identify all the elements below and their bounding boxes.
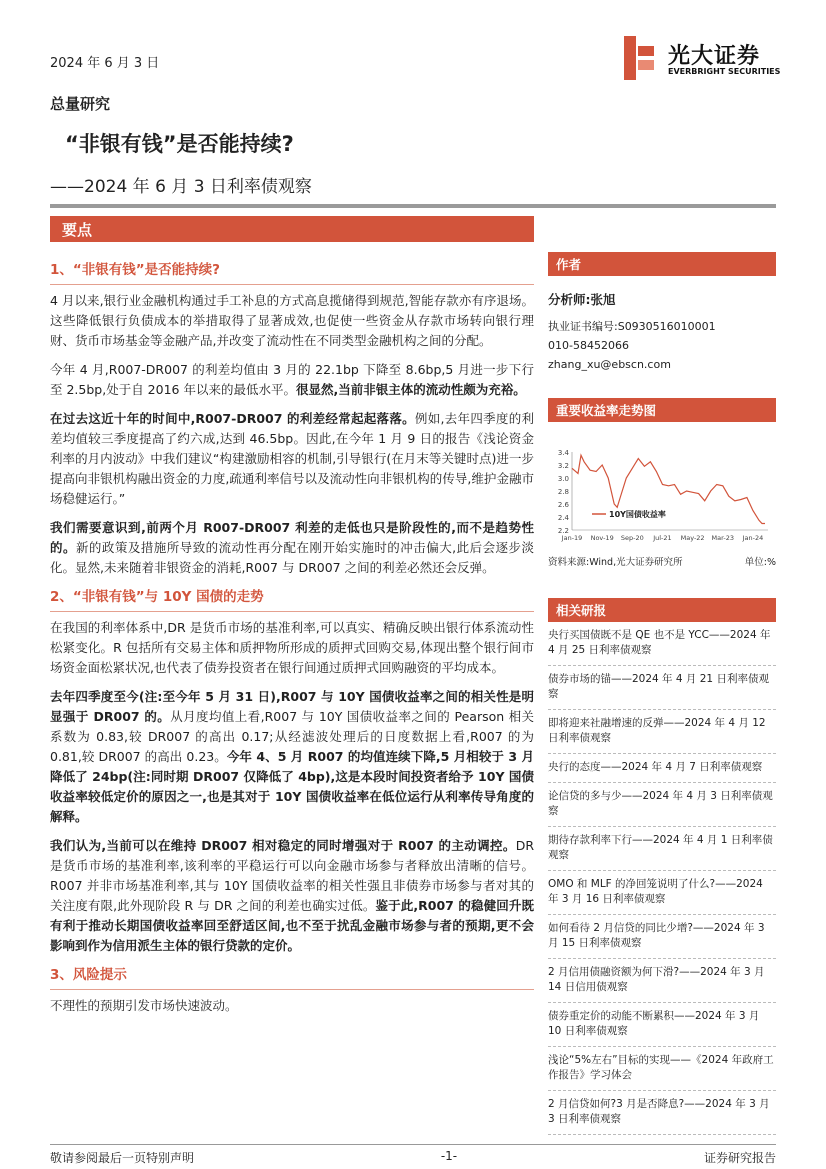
y-tick-label: 3.4	[557, 449, 569, 457]
report-subtitle: ——2024 年 6 月 3 日利率债观察	[50, 177, 312, 197]
related-report-link[interactable]: 即将迎来社融增速的反弹——2024 年 4 月 12 日利率债观察	[548, 710, 776, 754]
related-report-link[interactable]: 央行买国债既不是 QE 也不是 YCC——2024 年 4 月 25 日利率债观察	[548, 622, 776, 666]
related-reports-list	[548, 622, 776, 1135]
x-tick-label: Jan-19	[561, 534, 583, 542]
related-report-link[interactable]: 央行的态度——2024 年 4 月 7 日利率债观察	[548, 754, 776, 783]
disclaimer-note: 敬请参阅最后一页特别声明	[50, 1151, 195, 1165]
paragraph-text: 新的政策及措施所导致的流动性再分配在刚开始实施时的冲击偏大,此后会逐步淡化。显然,未来随着非银资金的消耗,R007 与 DR007 之间的利差必然还会反弹。	[50, 540, 534, 575]
paragraph: 在我国的利率体系中,DR 是货币市场的基准利率,可以真实、精确反映出银行体系流动性松紧变化。R 包括所有交易主体和质押物所形成的质押式回购交易,体现出整个银行间市场资金面松紧状况,也代表了债券投资者在银行间通过质押式回购融资的平均成本。	[50, 620, 534, 675]
x-tick-label: Jan-24	[742, 534, 764, 542]
chart-unit: 单位:%	[744, 557, 776, 568]
paragraph-emphasis: 在过去这近十年的时间中,R007-DR007 的利差经常起起落落。	[50, 411, 415, 426]
section-3-heading: 3、风险提示	[50, 965, 534, 990]
related-report-link[interactable]: 债券市场的锚——2024 年 4 月 21 日利率债观察	[548, 666, 776, 710]
paragraph-text: 今年 4 月,R007-DR007 的利差均值由 3 月的 22.1bp 下降至 8.6bp,5 月进一步下行至 2.5bp,处于自 2016 年以来的最低水平。	[50, 362, 534, 397]
certificate-number: 执业证书编号:S0930516010001	[548, 320, 716, 333]
report-title: “非银有钱”是否能持续?	[65, 132, 294, 156]
x-tick-label: Nov-19	[590, 534, 614, 542]
paragraph-text: 例如,去年四季度的利差均值较三季度提高了约六成,达到 46.5bp。因此,在今年 1 月 9 日的报告《浅论资金利率的月内波动》中我们建议“构建激励相容的机制,引导银行(在月末等关键时点)进一步提高向非银机构融出资金的力度,疏通利率信号以及流动性向非银机构的传导,维护金融市场稳健运行。”	[50, 411, 534, 506]
everbright-logo-mark-icon	[624, 36, 658, 80]
related-report-link[interactable]: 2 月信贷如何?3 月是否降息?——2024 年 3 月 3 日利率债观察	[548, 1091, 776, 1135]
related-reports-label: 相关研报	[548, 598, 776, 622]
legend-label: 10Y国债收益率	[609, 510, 666, 519]
paragraph: 不理性的预期引发市场快速波动。	[50, 998, 238, 1013]
related-report-link[interactable]: 论信贷的多与少——2024 年 4 月 3 日利率债观察	[548, 783, 776, 827]
everbright-logo	[624, 36, 784, 80]
x-tick-label: Sep-20	[620, 534, 644, 542]
report-date: 2024 年 6 月 3 日	[50, 56, 160, 71]
paragraph-text: DR 是货币市场的基准利率,该利率的平稳运行可以向金融市场参与者释放出清晰的信号。R007 并非市场基准利率,其与 10Y 国债收益率的相关性强且非债券市场参与者对其的关注度有限,此外现阶段 R 与 DR 之间的利差也确实过低。	[50, 838, 534, 913]
yield-chart	[548, 422, 776, 548]
phone-number: 010-58452066	[548, 339, 629, 352]
section-2-heading: 2、“非银有钱”与 10Y 国债的走势	[50, 587, 534, 612]
y-tick-label: 2.8	[557, 488, 569, 496]
y-tick-label: 3.2	[557, 462, 569, 470]
paragraph-emphasis: 今年 4、5 月 R007 的均值连续下降,5 月相较于 3 月降低了 24bp(注:同时期 DR007 仅降低了 4bp),这是本段时间投资者给予 10Y 国债收益率较低定价的原因之一,也是其对于 10Y 国债收益率在低位运行从利率传导角度的解释。	[50, 749, 534, 824]
page-footer	[50, 1144, 776, 1166]
y-tick-label: 3.0	[557, 475, 569, 483]
related-reports-panel	[548, 598, 776, 1135]
related-report-link[interactable]: 浅论“5%左右”目标的实现——《2024 年政府工作报告》学习体会	[548, 1047, 776, 1091]
key-points-bar: 要点	[50, 216, 534, 242]
paragraph	[50, 360, 534, 400]
paragraph-emphasis: 很显然,当前非银主体的流动性颇为充裕。	[295, 382, 526, 397]
paragraph	[50, 687, 534, 827]
email-address: zhang_xu@ebscn.com	[548, 358, 671, 371]
header-divider	[50, 204, 776, 208]
related-report-link[interactable]: 期待存款利率下行——2024 年 4 月 1 日利率债观察	[548, 827, 776, 871]
paragraph-emphasis: 鉴于此,R007 的稳健回升既有利于推动长期国债收益率回至舒适区间,也不至于扰乱金融市场参与者的预期,更不会影响到作为信用派生主体的银行贷款的定价。	[50, 898, 534, 953]
report-category: 总量研究	[50, 95, 111, 113]
main-content	[50, 252, 534, 1025]
paragraph	[50, 518, 534, 578]
x-tick-label: May-22	[680, 534, 705, 542]
author-label: 作者	[548, 252, 776, 276]
paragraph	[50, 836, 534, 956]
paragraph-emphasis: 我们需要意识到,前两个月 R007-DR007 利差的走低也只是阶段性的,而不是趋势性的。	[50, 520, 534, 555]
page-number: -1-	[440, 1149, 458, 1163]
related-report-link[interactable]: 2 月信用债融资额为何下滑?——2024 年 3 月 14 日信用债观察	[548, 959, 776, 1003]
y-tick-label: 2.2	[557, 527, 569, 535]
logo-chinese-name: 光大证券	[668, 44, 761, 69]
paragraph-emphasis: 去年四季度至今(注:至今年 5 月 31 日),R007 与 10Y 国债收益率之间的相关性是明显强于 DR007 的。	[50, 689, 534, 724]
logo-english-name: EVERBRIGHT SECURITIES	[668, 67, 781, 76]
related-report-link[interactable]: OMO 和 MLF 的净回笼说明了什么?——2024 年 3 月 16 日利率债观察	[548, 871, 776, 915]
analyst-name: 分析师:张旭	[548, 292, 616, 307]
section-1-heading: 1、“非银有钱”是否能持续?	[50, 260, 534, 285]
chart-source: 资料来源:Wind,光大证券研究所	[548, 557, 683, 568]
chart-panel	[548, 398, 776, 568]
y-tick-label: 2.6	[557, 501, 569, 509]
related-report-link[interactable]: 债券重定价的动能不断累积——2024 年 3 月 10 日利率债观察	[548, 1003, 776, 1047]
report-type: 证券研究报告	[703, 1151, 776, 1165]
paragraph-emphasis: 我们认为,当前可以在维持 DR007 相对稳定的同时增强对于 R007 的主动调控。	[50, 838, 516, 853]
paragraph-text: 从月度均值上看,R007 与 10Y 国债收益率之间的 Pearson 相关系数为 0.83,较 DR007 的高出 0.17;从经滤波处理后的日度数据上看,R007 的为 0.81,较 DR007 的高出 0.23。	[50, 709, 534, 764]
x-tick-label: Mar-23	[711, 534, 735, 542]
author-panel	[548, 252, 776, 374]
chart-label: 重要收益率走势图	[548, 398, 776, 422]
y-tick-label: 2.4	[557, 514, 569, 522]
x-tick-label: Jul-21	[653, 534, 672, 542]
paragraph: 4 月以来,银行业金融机构通过手工补息的方式高息揽储得到规范,智能存款亦有序退场。这些降低银行负债成本的举措取得了显著成效,也促使一些资金从存款市场转向银行理财、货币市场基金等金融产品,并改变了流动性在不同类型金融机构之间的分配。	[50, 293, 534, 348]
paragraph	[50, 409, 534, 509]
related-report-link[interactable]: 如何看待 2 月信贷的同比少增?——2024 年 3 月 15 日利率债观察	[548, 915, 776, 959]
